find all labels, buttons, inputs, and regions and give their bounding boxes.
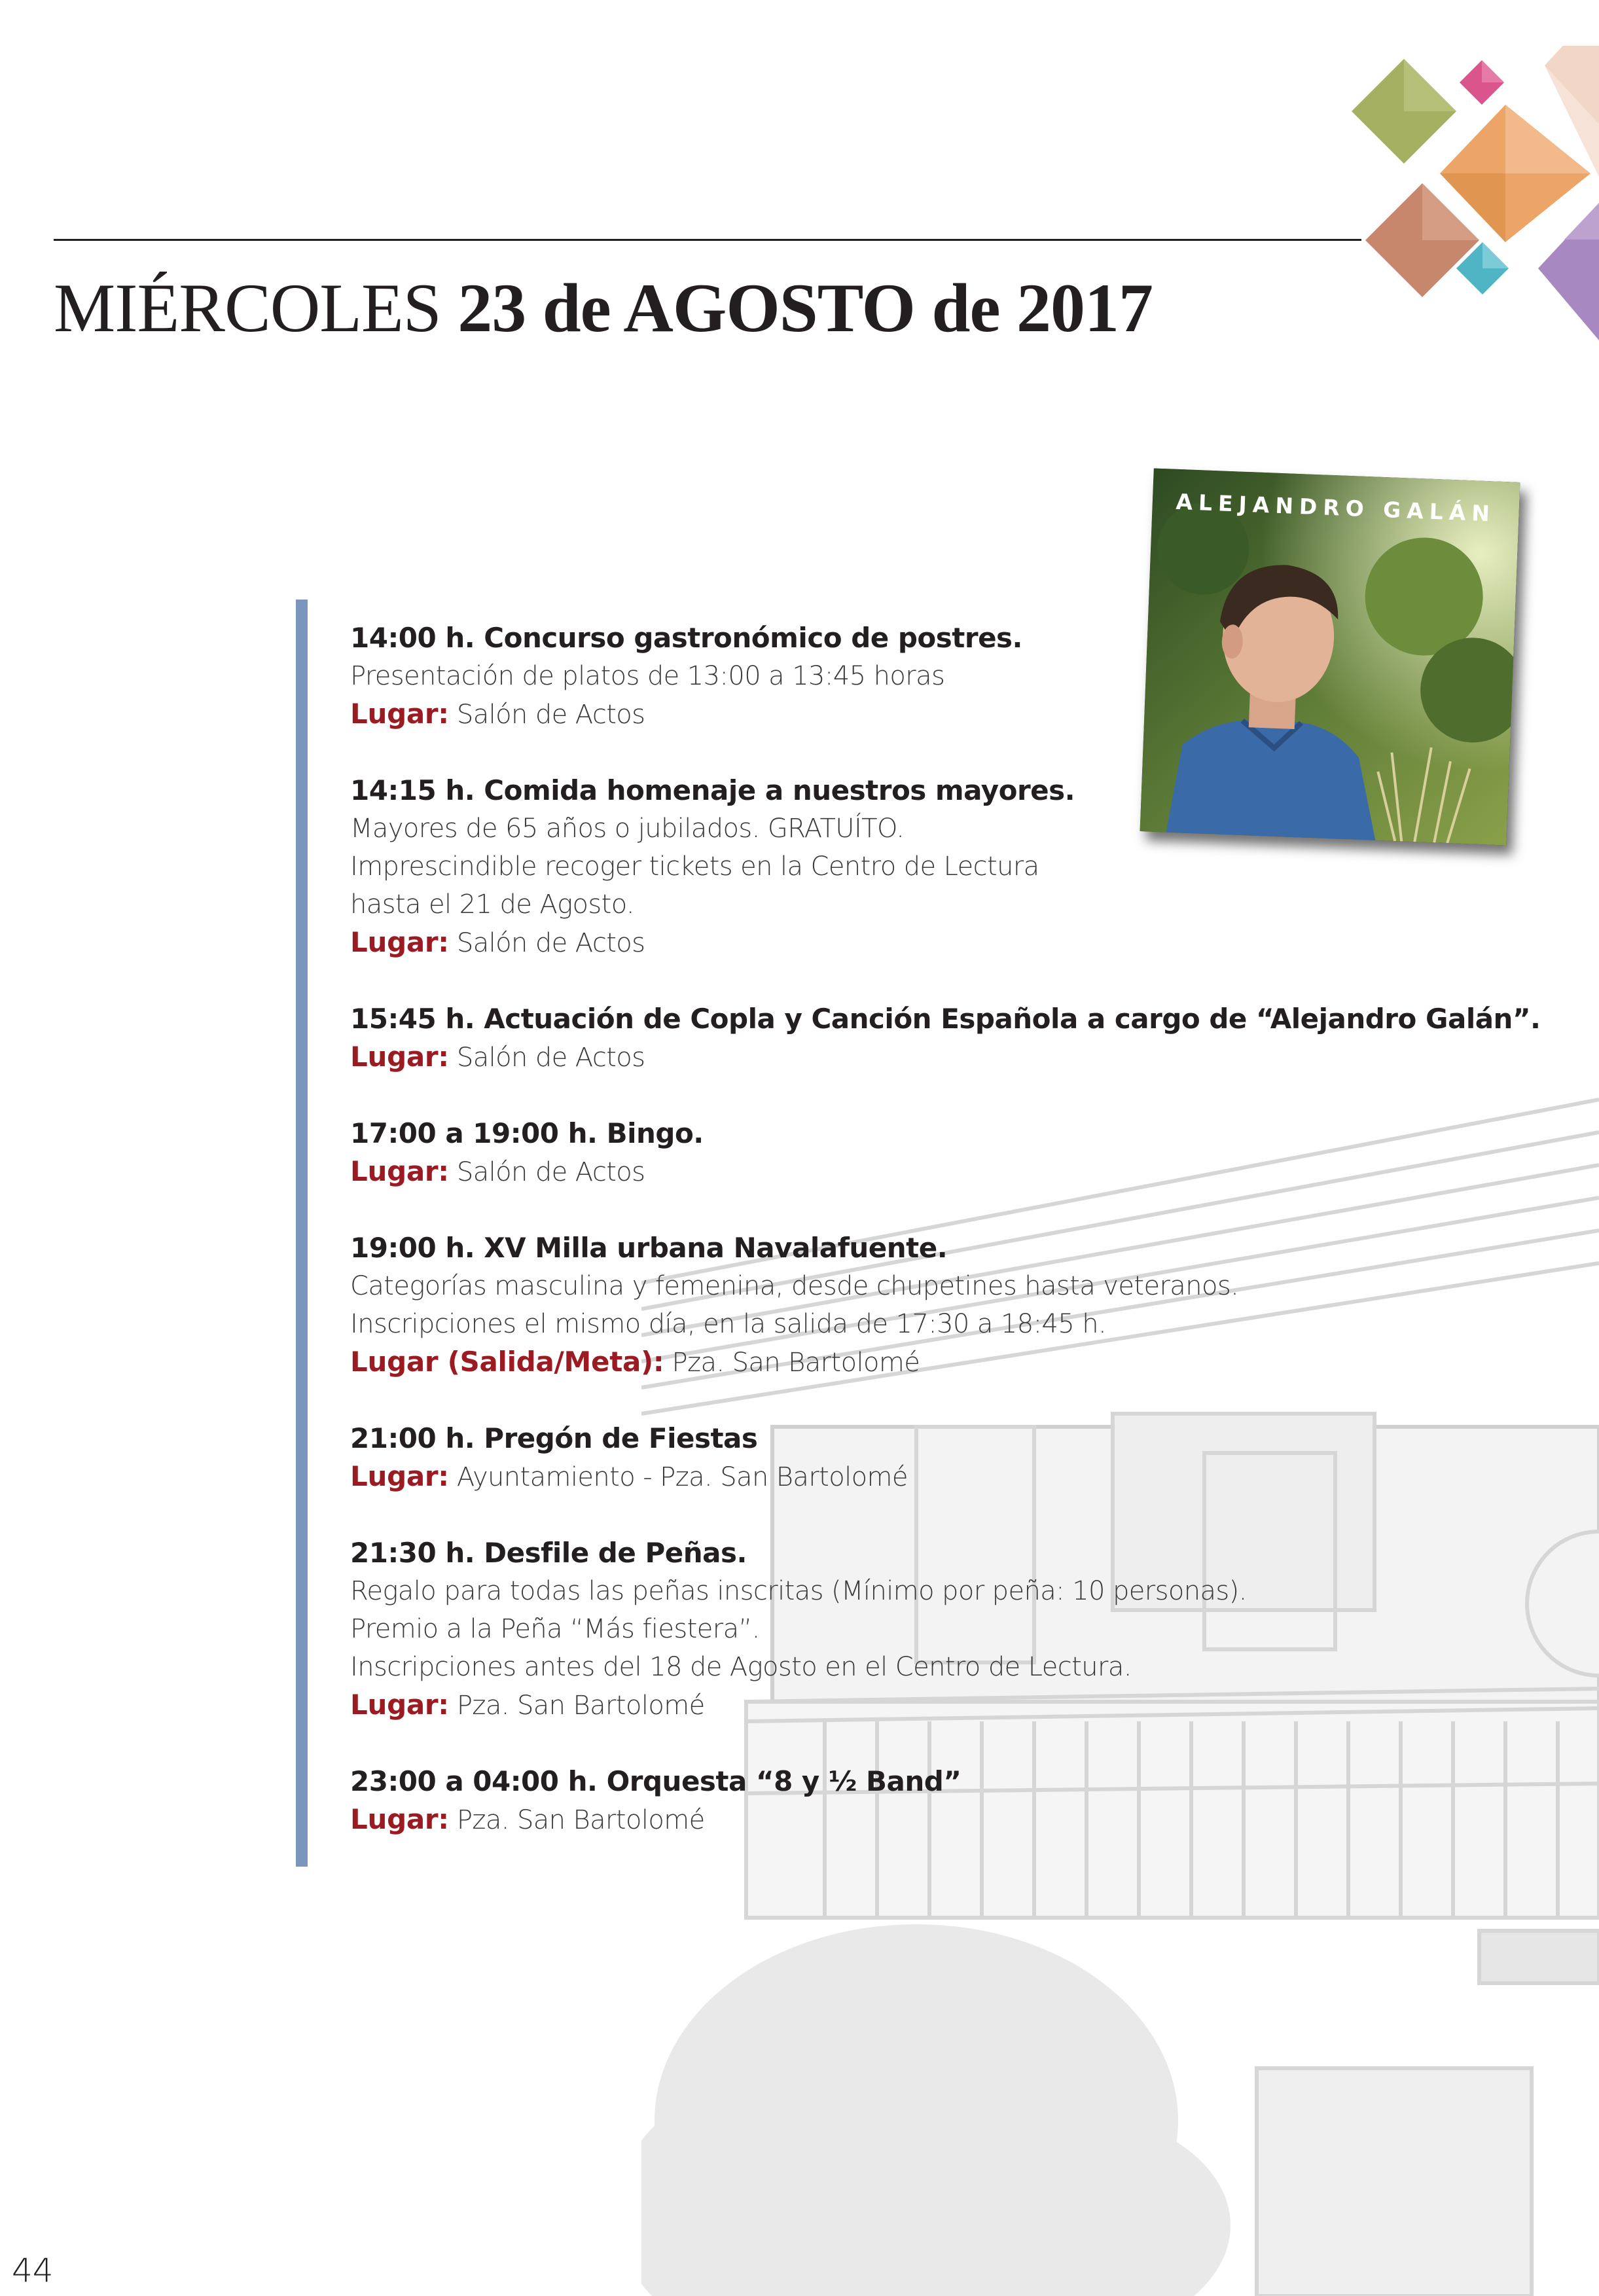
- event-title: 14:15 h. Comida homenaje a nuestros mayores.: [350, 774, 1075, 806]
- event-detail: Categorías masculina y femenina, desde chupetines hasta veteranos.: [350, 1271, 1239, 1301]
- place-label: Lugar:: [350, 1803, 449, 1835]
- event-detail: Inscripciones el mismo día, en la salida de 17:30 a 18:45 h.: [350, 1309, 1107, 1339]
- place-label: Lugar:: [350, 1689, 449, 1721]
- event-item: [350, 1229, 1581, 1382]
- event-place: [350, 924, 1581, 962]
- place-label: Lugar:: [350, 926, 449, 958]
- title-date: 23 de AGOSTO de 2017: [458, 270, 1153, 346]
- event-place: [350, 1801, 1581, 1839]
- header-rule: [54, 239, 1361, 241]
- event-detail: Imprescindible recoger tickets en la Centro de Lectura: [350, 852, 1039, 882]
- place-value: Salón de Actos: [456, 928, 645, 958]
- event-place: [350, 1153, 1581, 1191]
- page-number: 44: [12, 2251, 54, 2289]
- event-title: 23:00 a 04:00 h. Orquesta “8 y ½ Band”: [350, 1765, 961, 1797]
- event-detail: Mayores de 65 años o jubilados. GRATUÍTO.: [350, 814, 905, 844]
- event-place: [350, 1038, 1581, 1077]
- event-title: 17:00 a 19:00 h. Bingo.: [350, 1117, 704, 1149]
- event-item: [350, 1420, 1581, 1496]
- place-label: Lugar:: [350, 1155, 449, 1187]
- event-title: 15:45 h. Actuación de Copla y Canción Española a cargo de “Alejandro Galán”.: [350, 1003, 1541, 1035]
- events-list: [350, 619, 1581, 1877]
- event-detail: Inscripciones antes del 18 de Agosto en el Centro de Lectura.: [350, 1652, 1132, 1682]
- place-value: Pza. San Bartolomé: [456, 1805, 705, 1835]
- place-label: Lugar:: [350, 1460, 449, 1492]
- event-item: [350, 772, 1581, 962]
- event-title: 21:30 h. Desfile de Peñas.: [350, 1537, 747, 1569]
- event-detail: Premio a la Peña “Más fiestera”.: [350, 1614, 760, 1644]
- event-item: [350, 1115, 1581, 1191]
- event-title: 19:00 h. XV Milla urbana Navalafuente.: [350, 1232, 948, 1264]
- place-label: Lugar:: [350, 698, 449, 730]
- place-value: Salón de Actos: [456, 1157, 645, 1187]
- event-item: [350, 619, 1581, 734]
- event-place: [350, 1458, 1581, 1496]
- place-value: Pza. San Bartolomé: [456, 1691, 705, 1721]
- page-title: [54, 270, 1153, 346]
- event-detail: hasta el 21 de Agosto.: [350, 889, 635, 920]
- event-detail: Presentación de platos de 13:00 a 13:45 horas: [350, 661, 945, 691]
- photo-caption: ALEJANDRO GALÁN: [1175, 488, 1496, 527]
- event-item: [350, 1763, 1581, 1839]
- decorative-diamonds: [1348, 46, 1599, 360]
- place-value: Salón de Actos: [456, 1043, 645, 1073]
- place-value: Pza. San Bartolomé: [672, 1348, 920, 1378]
- event-place: [350, 1343, 1581, 1382]
- accent-bar: [296, 600, 308, 1867]
- event-detail: Regalo para todas las peñas inscritas (Mínimo por peña: 10 personas).: [350, 1576, 1247, 1606]
- place-value: Salón de Actos: [456, 700, 645, 730]
- place-label: Lugar:: [350, 1041, 449, 1073]
- title-day: MIÉRCOLES: [54, 270, 441, 346]
- event-place: [350, 695, 1581, 734]
- event-place: [350, 1686, 1581, 1725]
- event-title: 21:00 h. Pregón de Fiestas: [350, 1422, 758, 1454]
- event-item: [350, 1000, 1581, 1077]
- event-item: [350, 1534, 1581, 1725]
- event-title: 14:00 h. Concurso gastronómico de postres.: [350, 622, 1023, 654]
- place-value: Ayuntamiento - Pza. San Bartolomé: [456, 1462, 908, 1492]
- place-label: Lugar (Salida/Meta):: [350, 1346, 664, 1378]
